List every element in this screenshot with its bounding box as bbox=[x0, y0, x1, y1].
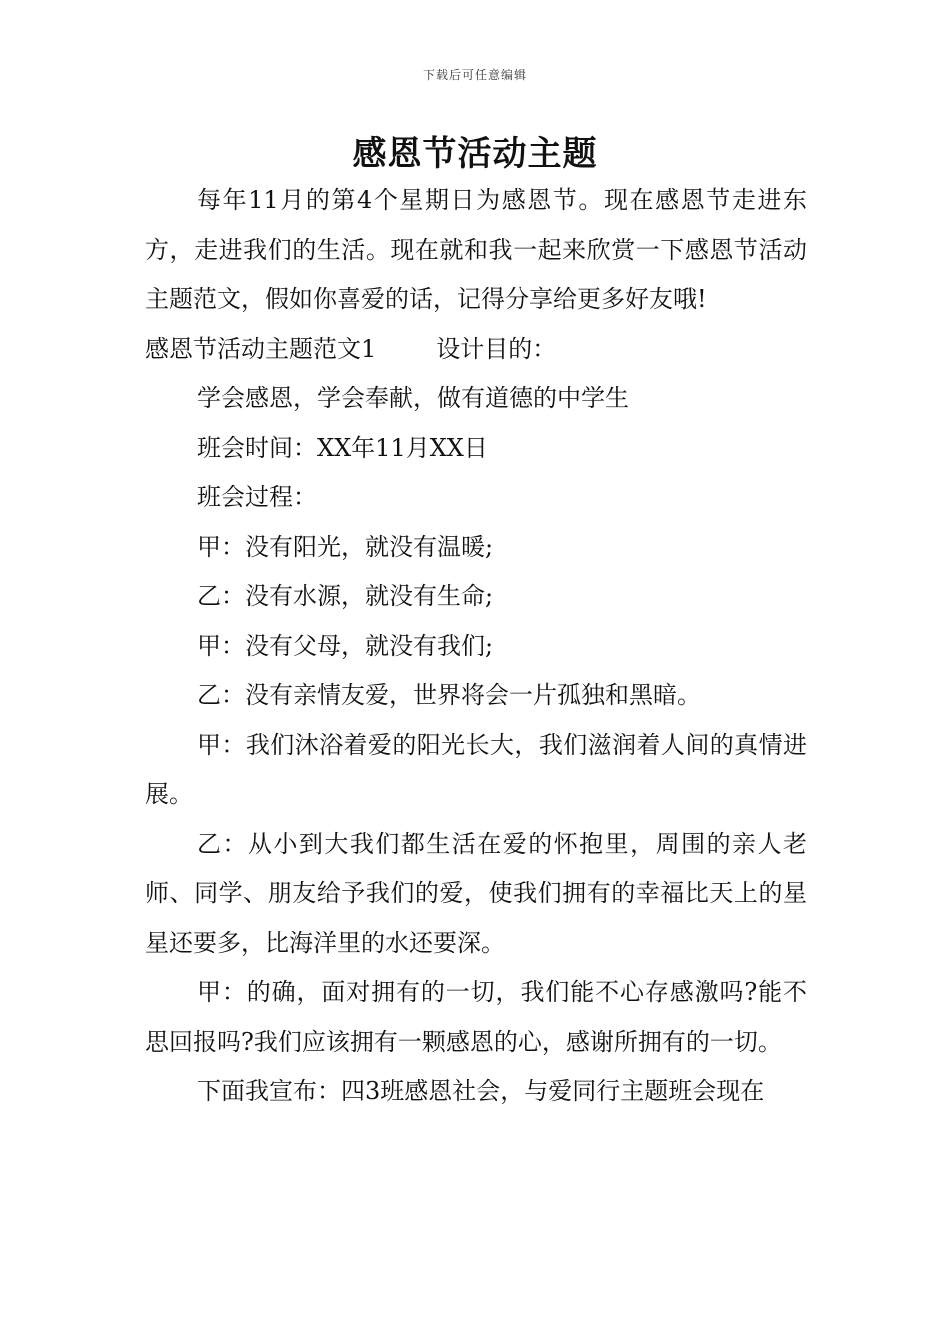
announcement-line: 下面我宣布：四3班感恩社会，与爱同行主题班会现在 bbox=[197, 1077, 765, 1105]
paragraph-process: 班会过程： bbox=[197, 483, 317, 511]
dialogue-line: 乙：没有水源，就没有生命; bbox=[197, 582, 494, 610]
dialogue-line: 乙：没有亲情友爱，世界将会一片孤独和黑暗。 bbox=[197, 681, 701, 709]
section-heading-line bbox=[145, 325, 807, 375]
dialogue-line: 甲：的确，面对拥有的一切，我们能不心存感激吗?能不思回报吗?我们应该拥有一颗感恩的心，感谢所拥有的一切。 bbox=[145, 978, 807, 1056]
dialogue-line: 甲：没有阳光，就没有温暖; bbox=[197, 532, 494, 561]
paragraph-time: 班会时间：XX年11月XX日 bbox=[197, 433, 488, 462]
design-purpose-label: 设计目的： bbox=[436, 334, 557, 363]
header-note: 下载后可任意编辑 bbox=[422, 68, 527, 82]
section-heading: 感恩节活动主题范文1 bbox=[145, 334, 377, 363]
intro-paragraph: 每年11月的第4个星期日为感恩节。现在感恩节走进东方，走进我们的生活。现在就和我一起来欣赏一下感恩节活动主题范文，假如你喜爱的话，记得分享给更多好友哦! bbox=[145, 186, 807, 313]
document-body bbox=[145, 176, 807, 1117]
dialogue-line: 甲：我们沐浴着爱的阳光长大，我们滋润着人间的真情进展。 bbox=[145, 730, 807, 808]
paragraph-purpose: 学会感恩，学会奉献，做有道德的中学生 bbox=[197, 384, 629, 412]
document-title: 感恩节活动主题 bbox=[352, 134, 598, 174]
dialogue-line: 乙：从小到大我们都生活在爱的怀抱里，周围的亲人老师、同学、朋友给予我们的爱，使我们拥有的幸福比天上的星星还要多，比海洋里的水还要深。 bbox=[145, 829, 807, 957]
dialogue-line: 甲：没有父母，就没有我们; bbox=[197, 631, 494, 660]
